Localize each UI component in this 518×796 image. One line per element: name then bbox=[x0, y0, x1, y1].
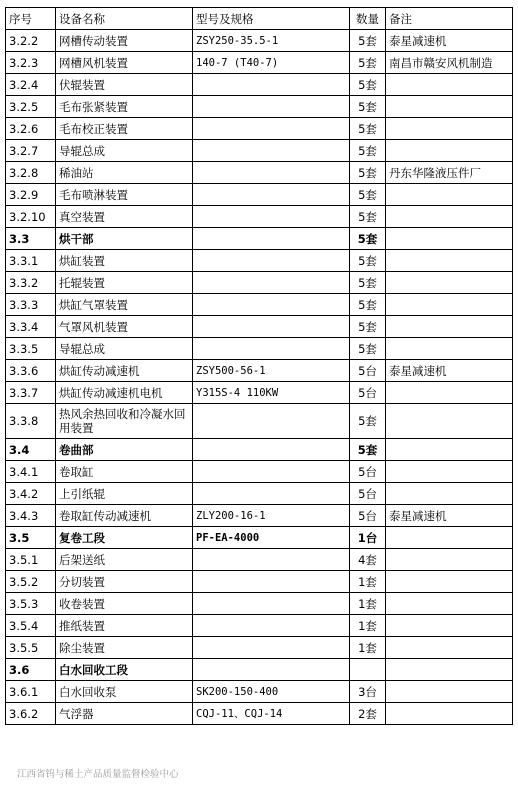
table-row bbox=[6, 184, 513, 206]
cell-serial-no: 3.2.8 bbox=[6, 162, 56, 184]
cell-remarks bbox=[386, 228, 513, 250]
cell-equipment-name: 后架送纸 bbox=[56, 549, 193, 571]
cell-quantity: 1套 bbox=[350, 637, 386, 659]
cell-remarks bbox=[386, 439, 513, 461]
section-row bbox=[6, 527, 513, 549]
cell-remarks: 泰星减速机 bbox=[386, 505, 513, 527]
cell-model-spec bbox=[193, 439, 350, 461]
cell-remarks bbox=[386, 272, 513, 294]
cell-remarks: 泰星减速机 bbox=[386, 30, 513, 52]
cell-quantity: 5套 bbox=[350, 184, 386, 206]
cell-serial-no: 3.3.4 bbox=[6, 316, 56, 338]
cell-quantity: 4套 bbox=[350, 549, 386, 571]
cell-quantity: 2套 bbox=[350, 703, 386, 725]
cell-model-spec bbox=[193, 118, 350, 140]
cell-model-spec: 140-7 (T40-7) bbox=[193, 52, 350, 74]
cell-equipment-name: 气浮器 bbox=[56, 703, 193, 725]
table-row bbox=[6, 52, 513, 74]
section-row bbox=[6, 228, 513, 250]
cell-model-spec: ZSY500-56-1 bbox=[193, 360, 350, 382]
cell-quantity: 5套 bbox=[350, 140, 386, 162]
cell-quantity: 5套 bbox=[350, 206, 386, 228]
cell-remarks bbox=[386, 118, 513, 140]
cell-equipment-name: 卷曲部 bbox=[56, 439, 193, 461]
cell-equipment-name: 气罩风机装置 bbox=[56, 316, 193, 338]
cell-remarks bbox=[386, 96, 513, 118]
cell-serial-no: 3.2.7 bbox=[6, 140, 56, 162]
cell-serial-no: 3.3.7 bbox=[6, 382, 56, 404]
cell-equipment-name: 导辊总成 bbox=[56, 140, 193, 162]
cell-quantity: 5台 bbox=[350, 382, 386, 404]
cell-quantity bbox=[350, 659, 386, 681]
cell-serial-no: 3.2.6 bbox=[6, 118, 56, 140]
cell-serial-no: 3.4.1 bbox=[6, 461, 56, 483]
table-row bbox=[6, 461, 513, 483]
cell-model-spec bbox=[193, 637, 350, 659]
table-body bbox=[6, 30, 513, 725]
cell-equipment-name: 伏辊装置 bbox=[56, 74, 193, 96]
header-remarks: 备注 bbox=[386, 8, 513, 30]
cell-serial-no: 3.2.3 bbox=[6, 52, 56, 74]
cell-model-spec bbox=[193, 228, 350, 250]
cell-model-spec bbox=[193, 571, 350, 593]
cell-remarks: 丹东华隆液压件厂 bbox=[386, 162, 513, 184]
cell-serial-no: 3.6 bbox=[6, 659, 56, 681]
cell-equipment-name: 毛布校正装置 bbox=[56, 118, 193, 140]
cell-remarks bbox=[386, 316, 513, 338]
cell-quantity: 1套 bbox=[350, 571, 386, 593]
cell-model-spec: Y315S-4 110KW bbox=[193, 382, 350, 404]
table-row bbox=[6, 140, 513, 162]
cell-quantity: 5套 bbox=[350, 228, 386, 250]
cell-remarks bbox=[386, 404, 513, 439]
cell-model-spec bbox=[193, 659, 350, 681]
cell-model-spec bbox=[193, 615, 350, 637]
table-row bbox=[6, 118, 513, 140]
cell-remarks: 南昌市赣安风机制造 bbox=[386, 52, 513, 74]
cell-serial-no: 3.3.6 bbox=[6, 360, 56, 382]
cell-model-spec bbox=[193, 294, 350, 316]
table-row bbox=[6, 404, 513, 439]
cell-serial-no: 3.5.1 bbox=[6, 549, 56, 571]
cell-equipment-name: 托辊装置 bbox=[56, 272, 193, 294]
cell-equipment-name: 网槽风机装置 bbox=[56, 52, 193, 74]
cell-model-spec: CQJ-11、CQJ-14 bbox=[193, 703, 350, 725]
table-row bbox=[6, 206, 513, 228]
cell-quantity: 5套 bbox=[350, 30, 386, 52]
cell-model-spec bbox=[193, 74, 350, 96]
table-row bbox=[6, 338, 513, 360]
cell-model-spec bbox=[193, 140, 350, 162]
cell-serial-no: 3.2.5 bbox=[6, 96, 56, 118]
table-row bbox=[6, 316, 513, 338]
cell-remarks bbox=[386, 549, 513, 571]
cell-remarks bbox=[386, 338, 513, 360]
section-row bbox=[6, 659, 513, 681]
cell-equipment-name: 热风余热回收和冷凝水回用装置 bbox=[56, 404, 193, 439]
table-row bbox=[6, 593, 513, 615]
table-row bbox=[6, 615, 513, 637]
cell-quantity: 5套 bbox=[350, 294, 386, 316]
table-row bbox=[6, 505, 513, 527]
cell-serial-no: 3.4 bbox=[6, 439, 56, 461]
cell-serial-no: 3.5 bbox=[6, 527, 56, 549]
cell-equipment-name: 白水回收泵 bbox=[56, 681, 193, 703]
cell-quantity: 5台 bbox=[350, 483, 386, 505]
cell-remarks bbox=[386, 382, 513, 404]
table-row bbox=[6, 30, 513, 52]
cell-remarks bbox=[386, 294, 513, 316]
cell-serial-no: 3.2.4 bbox=[6, 74, 56, 96]
cell-model-spec bbox=[193, 461, 350, 483]
cell-model-spec: ZSY250-35.5-1 bbox=[193, 30, 350, 52]
cell-quantity: 5套 bbox=[350, 272, 386, 294]
cell-serial-no: 3.2.10 bbox=[6, 206, 56, 228]
cell-equipment-name: 白水回收工段 bbox=[56, 659, 193, 681]
cell-equipment-name: 烘缸装置 bbox=[56, 250, 193, 272]
table-row bbox=[6, 681, 513, 703]
cell-remarks bbox=[386, 74, 513, 96]
header-model-spec: 型号及规格 bbox=[193, 8, 350, 30]
cell-serial-no: 3.3.2 bbox=[6, 272, 56, 294]
cell-quantity: 5套 bbox=[350, 338, 386, 360]
cell-quantity: 1套 bbox=[350, 593, 386, 615]
cell-equipment-name: 卷取缸传动减速机 bbox=[56, 505, 193, 527]
cell-serial-no: 3.4.3 bbox=[6, 505, 56, 527]
cell-model-spec bbox=[193, 316, 350, 338]
cell-equipment-name: 毛布喷淋装置 bbox=[56, 184, 193, 206]
cell-remarks: 泰星减速机 bbox=[386, 360, 513, 382]
cell-model-spec bbox=[193, 549, 350, 571]
cell-quantity: 5台 bbox=[350, 505, 386, 527]
cell-equipment-name: 推纸装置 bbox=[56, 615, 193, 637]
cell-remarks bbox=[386, 140, 513, 162]
cell-model-spec bbox=[193, 483, 350, 505]
cell-serial-no: 3.3.5 bbox=[6, 338, 56, 360]
cell-remarks bbox=[386, 483, 513, 505]
header-equipment-name: 设备名称 bbox=[56, 8, 193, 30]
cell-equipment-name: 烘缸气罩装置 bbox=[56, 294, 193, 316]
table-row bbox=[6, 74, 513, 96]
cell-equipment-name: 除尘装置 bbox=[56, 637, 193, 659]
cell-model-spec bbox=[193, 96, 350, 118]
cell-remarks bbox=[386, 615, 513, 637]
table-row bbox=[6, 483, 513, 505]
cell-remarks bbox=[386, 593, 513, 615]
cell-equipment-name: 卷取缸 bbox=[56, 461, 193, 483]
cell-remarks bbox=[386, 184, 513, 206]
table-row bbox=[6, 549, 513, 571]
equipment-table bbox=[5, 7, 513, 725]
table-row bbox=[6, 96, 513, 118]
cell-quantity: 5套 bbox=[350, 316, 386, 338]
cell-remarks bbox=[386, 527, 513, 549]
cell-equipment-name: 分切装置 bbox=[56, 571, 193, 593]
cell-remarks bbox=[386, 637, 513, 659]
cell-model-spec bbox=[193, 593, 350, 615]
cell-quantity: 5套 bbox=[350, 96, 386, 118]
cell-serial-no: 3.5.5 bbox=[6, 637, 56, 659]
cell-serial-no: 3.3.1 bbox=[6, 250, 56, 272]
cell-model-spec bbox=[193, 206, 350, 228]
section-row bbox=[6, 439, 513, 461]
cell-serial-no: 3.3.8 bbox=[6, 404, 56, 439]
cell-quantity: 5套 bbox=[350, 118, 386, 140]
cell-model-spec bbox=[193, 184, 350, 206]
cell-serial-no: 3.2.2 bbox=[6, 30, 56, 52]
cell-equipment-name: 复卷工段 bbox=[56, 527, 193, 549]
cell-remarks bbox=[386, 571, 513, 593]
cell-model-spec bbox=[193, 162, 350, 184]
cell-serial-no: 3.4.2 bbox=[6, 483, 56, 505]
cell-quantity: 5套 bbox=[350, 439, 386, 461]
cell-model-spec bbox=[193, 404, 350, 439]
table-row bbox=[6, 382, 513, 404]
cell-equipment-name: 导辊总成 bbox=[56, 338, 193, 360]
cell-remarks bbox=[386, 250, 513, 272]
cell-quantity: 5套 bbox=[350, 52, 386, 74]
table-row bbox=[6, 294, 513, 316]
cell-model-spec bbox=[193, 272, 350, 294]
cell-serial-no: 3.2.9 bbox=[6, 184, 56, 206]
cell-equipment-name: 烘干部 bbox=[56, 228, 193, 250]
cell-remarks bbox=[386, 659, 513, 681]
cell-serial-no: 3.6.2 bbox=[6, 703, 56, 725]
cell-quantity: 5套 bbox=[350, 162, 386, 184]
cell-model-spec bbox=[193, 338, 350, 360]
table-row bbox=[6, 250, 513, 272]
cell-remarks bbox=[386, 681, 513, 703]
cell-quantity: 1套 bbox=[350, 615, 386, 637]
cell-quantity: 5台 bbox=[350, 360, 386, 382]
cell-model-spec bbox=[193, 250, 350, 272]
cell-model-spec: PF-EA-4000 bbox=[193, 527, 350, 549]
cell-serial-no: 3.5.4 bbox=[6, 615, 56, 637]
cell-serial-no: 3.3.3 bbox=[6, 294, 56, 316]
cell-equipment-name: 网槽传动装置 bbox=[56, 30, 193, 52]
cell-equipment-name: 上引纸辊 bbox=[56, 483, 193, 505]
table-header-row bbox=[6, 8, 513, 30]
table-row bbox=[6, 703, 513, 725]
table-row bbox=[6, 360, 513, 382]
cell-serial-no: 3.5.2 bbox=[6, 571, 56, 593]
header-serial-no: 序号 bbox=[6, 8, 56, 30]
table-row bbox=[6, 272, 513, 294]
table-row bbox=[6, 571, 513, 593]
cell-quantity: 5套 bbox=[350, 250, 386, 272]
cell-equipment-name: 毛布张紧装置 bbox=[56, 96, 193, 118]
cell-remarks bbox=[386, 703, 513, 725]
cell-equipment-name: 烘缸传动减速机 bbox=[56, 360, 193, 382]
cell-equipment-name: 烘缸传动减速机电机 bbox=[56, 382, 193, 404]
cell-serial-no: 3.6.1 bbox=[6, 681, 56, 703]
cell-serial-no: 3.5.3 bbox=[6, 593, 56, 615]
cell-quantity: 3台 bbox=[350, 681, 386, 703]
cell-remarks bbox=[386, 461, 513, 483]
cell-quantity: 5套 bbox=[350, 404, 386, 439]
table-row bbox=[6, 162, 513, 184]
cell-quantity: 5台 bbox=[350, 461, 386, 483]
cell-equipment-name: 收卷装置 bbox=[56, 593, 193, 615]
footer-watermark: 江西省钨与稀土产品质量监督检验中心 bbox=[17, 769, 179, 780]
cell-quantity: 5套 bbox=[350, 74, 386, 96]
header-quantity: 数量 bbox=[350, 8, 386, 30]
cell-equipment-name: 稀油站 bbox=[56, 162, 193, 184]
table-row bbox=[6, 637, 513, 659]
cell-serial-no: 3.3 bbox=[6, 228, 56, 250]
cell-model-spec: ZLY200-16-1 bbox=[193, 505, 350, 527]
cell-quantity: 1台 bbox=[350, 527, 386, 549]
cell-equipment-name: 真空装置 bbox=[56, 206, 193, 228]
cell-model-spec: SK200-150-400 bbox=[193, 681, 350, 703]
cell-remarks bbox=[386, 206, 513, 228]
